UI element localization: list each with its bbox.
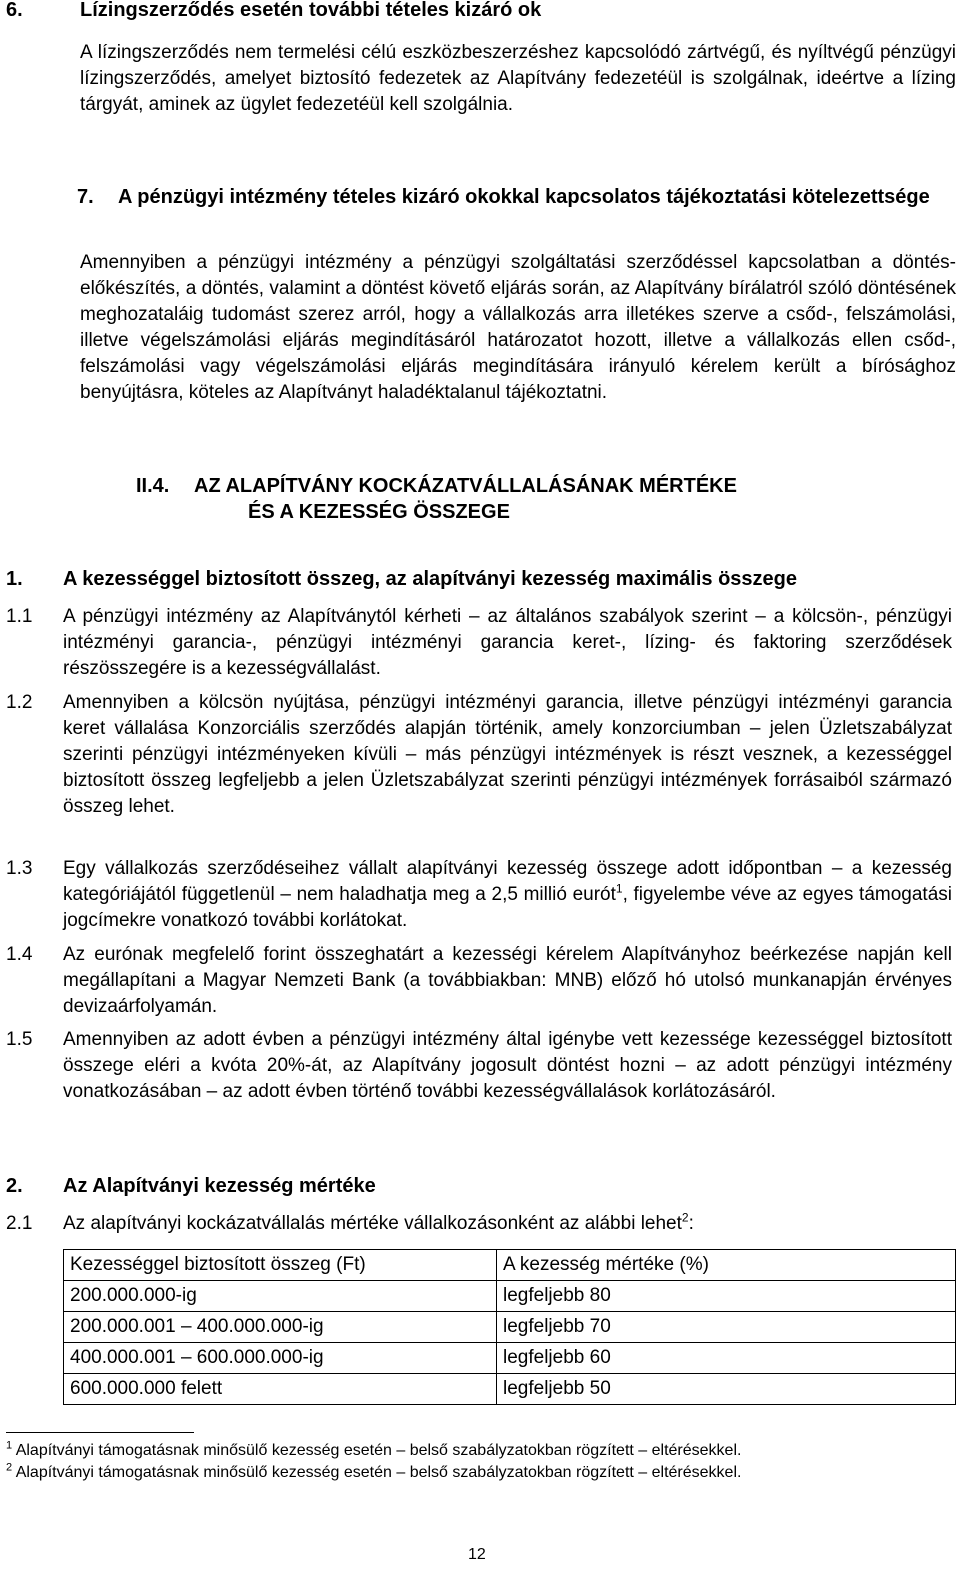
- footnote-mark: 1: [6, 1439, 13, 1452]
- item-number: 1.2: [6, 692, 33, 713]
- item-number: 1.4: [6, 944, 33, 965]
- footnote-text: Alapítványi támogatásnak minősülő kezesség esetén – belső szabályzatokban rögzített – eltérésekkel.: [15, 1464, 742, 1481]
- guarantee-rate-table: [63, 1249, 956, 1405]
- item-text-main: Az alapítványi kockázatvállalás mértéke vállalkozásonként az alábbi lehet: [63, 1213, 682, 1234]
- footnote-1: [6, 1441, 956, 1461]
- page-number: 12: [468, 1546, 486, 1563]
- item-number: 1.3: [6, 858, 33, 879]
- item-text: Az eurónak megfelelő forint összeghatárt a kezességi kérelem Alapítványhoz beérkezése napján kell megállapítani a Magyar Nemzeti Bank (a továbbiakban: MNB) előző hó utolsó munkanapján érvényes devizaárfolyamán.: [63, 944, 952, 1017]
- table-row: [64, 1343, 956, 1374]
- item-text: [63, 856, 952, 934]
- item-text-tail: :: [688, 1213, 694, 1234]
- table-row: [64, 1374, 956, 1405]
- table-cell-rate: legfeljebb 60: [497, 1343, 956, 1374]
- footnote-mark: 2: [6, 1461, 13, 1474]
- part-1-title: A kezességgel biztosított összeg, az alapítványi kezesség maximális összege: [63, 568, 798, 590]
- item-1-1: [6, 604, 956, 684]
- table-row: [64, 1312, 956, 1343]
- part-2-heading: [6, 1173, 956, 1199]
- item-number: 1.5: [6, 1029, 33, 1050]
- chapter-number: II.4.: [136, 475, 170, 497]
- footnote-2: [6, 1463, 956, 1483]
- chapter-title-line2: ÉS A KEZESSÉG ÖSSZEGE: [248, 501, 510, 523]
- section-6-number: 6.: [6, 0, 23, 21]
- section-7-number: 7.: [77, 186, 94, 208]
- table-header-amount: Kezességgel biztosított összeg (Ft): [64, 1250, 497, 1281]
- table-header-row: [64, 1250, 956, 1281]
- section-7-title: A pénzügyi intézmény tételes kizáró okokkal kapcsolatos tájékoztatási kötelezettsége: [118, 186, 930, 208]
- item-text-b: , figyelembe véve az egyes támogatási jogcímekre vonatkozó további korlátokat.: [63, 884, 952, 931]
- item-number: 1.1: [6, 606, 33, 627]
- table-cell-rate: legfeljebb 70: [497, 1312, 956, 1343]
- section-6-heading: [6, 0, 956, 23]
- section-6-title: Lízingszerződés esetén további tételes kizáró ok: [80, 0, 542, 21]
- part-2-title: Az Alapítványi kezesség mértéke: [63, 1175, 376, 1197]
- chapter-heading: [136, 473, 956, 499]
- footnote-text: Alapítványi támogatásnak minősülő kezesség esetén – belső szabályzatokban rögzített – eltérésekkel.: [15, 1442, 742, 1459]
- item-text-a: Egy vállalkozás szerződéseihez vállalt alapítványi kezesség összege adott időpontban – a kezesség kategóriájától függetlenül – nem haladhatja meg a 2,5 millió eurót: [63, 858, 952, 905]
- footnote-ref-2[interactable]: 2: [681, 1210, 689, 1225]
- part-1-number: 1.: [6, 568, 23, 590]
- section-7-body: Amennyiben a pénzügyi intézmény a pénzügyi szolgáltatási szerződéssel kapcsolatban a döntés-előkészítés, a döntés, valamint a döntést követő eljárás során, az Alapítvány bírálatról szóló döntésének meghozataláig tudomást szerez arról, hogy a vállalkozás arra illetékes szerve a csőd-, felszámolási, illetve végelszámolási eljárás megindításáról határozatot hozott, illetve a vállalkozás ellen csőd-, felszámolási vagy végelszámolási eljárás megindítására irányuló kérelem került a bírósághoz benyújtásra, köteles az Alapítványt haladéktalanul tájékoztatni.: [80, 252, 956, 403]
- item-text: Amennyiben a kölcsön nyújtása, pénzügyi intézményi garancia, illetve pénzügyi intézményi garancia keret vállalása Konzorciális szerződés alapján történik, amely konzorciumban – jelen Üzletszabályzat szerinti pénzügyi intézményeken kívüli – más pénzügyi intézmények is részt vesznek, a kezességgel biztosított összeg legfeljebb a jelen Üzletszabályzat szerinti pénzügyi intézmények forrásaiból származó összeg lehet.: [63, 692, 952, 817]
- part-1-heading: [6, 566, 956, 592]
- item-1-3: [6, 856, 956, 936]
- footnote-ref-1[interactable]: 1: [615, 881, 623, 896]
- table-cell-rate: legfeljebb 50: [497, 1374, 956, 1405]
- item-1-4: [6, 942, 956, 1022]
- item-number: 2.1: [6, 1213, 33, 1234]
- section-6-body: A lízingszerződés nem termelési célú eszközbeszerzéshez kapcsolódó zártvégű, és nyíltvégű pénzügyi lízingszerződés, amelyet biztosító fedezetek az Alapítvány fedezetéül is szolgálnak, ideértve a lízing tárgyát, aminek az ügylet fedezetéül kell szolgálnia.: [80, 42, 956, 115]
- chapter-title-line1: AZ ALAPÍTVÁNY KOCKÁZATVÁLLALÁSÁNAK MÉRTÉKE: [194, 475, 737, 497]
- table-cell-amount: 400.000.001 – 600.000.000-ig: [64, 1343, 497, 1374]
- table-row: [64, 1281, 956, 1312]
- table-cell-amount: 200.000.000-ig: [64, 1281, 497, 1312]
- table-cell-amount: 200.000.001 – 400.000.000-ig: [64, 1312, 497, 1343]
- footnote-separator: [6, 1432, 194, 1433]
- item-text: [63, 1211, 952, 1237]
- item-text: A pénzügyi intézmény az Alapítványtól kérheti – az általános szabályok szerint – a kölcsön-, pénzügyi intézményi garancia-, pénzügyi intézményi garancia keret-, lízing- és faktoring szerződések részösszegére is a kezességvállalást.: [63, 606, 952, 679]
- item-1-2: [6, 690, 956, 850]
- item-1-5: [6, 1027, 956, 1137]
- table-cell-rate: legfeljebb 80: [497, 1281, 956, 1312]
- part-2-number: 2.: [6, 1175, 23, 1197]
- item-text: Amennyiben az adott évben a pénzügyi intézmény által igénybe vett kezessége kezességgel biztosított összege eléri a kvóta 20%-át, az Alapítvány jogosult döntést hozni – az adott pénzügyi intézmény vonatkozásában – az adott évben történő további kezességvállalások korlátozásáról.: [63, 1029, 952, 1102]
- table-header-rate: A kezesség mértéke (%): [497, 1250, 956, 1281]
- section-7-heading: [77, 184, 956, 210]
- table-cell-amount: 600.000.000 felett: [64, 1374, 497, 1405]
